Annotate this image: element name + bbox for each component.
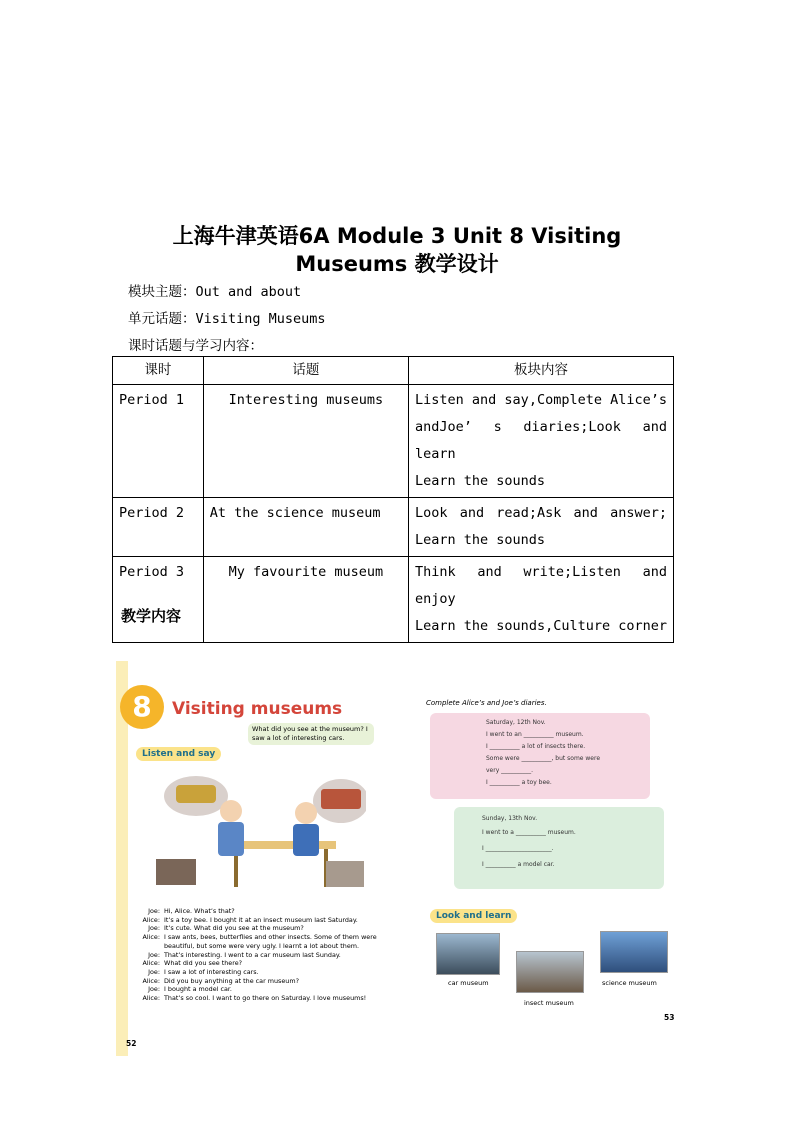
diary-line: I __________ a model car.: [482, 861, 555, 868]
utterance: It’s cute. What did you see at the museum?: [164, 924, 304, 933]
left-page: [116, 661, 402, 1056]
dialog-line: [130, 924, 398, 933]
diary-line: very __________.: [486, 767, 534, 774]
diary-instruction: Complete Alice’s and Joe’s diaries.: [426, 699, 547, 707]
utterance: Hi, Alice. What’s that?: [164, 907, 235, 915]
diary-line: Saturday, 12th Nov.: [486, 719, 546, 726]
diary-line: I ______________________.: [482, 845, 554, 852]
content-line: Learn the sounds: [415, 473, 546, 489]
diary-line: I went to a __________ museum.: [482, 829, 576, 836]
header-content: 板块内容: [409, 357, 674, 385]
dialog-line: [130, 907, 398, 916]
unit-number: 8: [120, 685, 164, 729]
joe-diary: [454, 807, 664, 889]
speaker: Joe:: [148, 907, 160, 915]
page-number-left: 52: [126, 1039, 137, 1048]
content-line: Listen and say,Complete Alice’s: [415, 392, 667, 408]
utterance: It’s a toy bee. I bought it at an insect museum last Saturday.: [164, 915, 358, 924]
document-title-line1: 上海牛津英语6A Module 3 Unit 8 Visiting: [172, 224, 622, 248]
header-period: 课时: [113, 357, 204, 385]
document-title-line2: Museums 教学设计: [295, 252, 499, 276]
period-cell: Period 1: [119, 392, 185, 408]
speaker: Joe:: [148, 967, 160, 976]
content-line: Look and read;Ask and answer;: [415, 505, 667, 521]
section-heading: 教学内容: [121, 607, 182, 625]
speaker: Alice:: [142, 994, 160, 1003]
utterance: I saw ants, bees, butterflies and other insects. Some of them were beautiful, but some were very ugly. I learnt a lot about them.: [164, 933, 377, 950]
utterance: That’s interesting. I went to a car museum last Sunday.: [164, 950, 341, 959]
table-header-row: [113, 357, 674, 385]
topic-cell: Interesting museums: [228, 392, 384, 408]
topic-cell: My favourite museum: [228, 564, 384, 580]
utterance: What did you see there?: [164, 959, 243, 968]
right-page: [402, 661, 682, 1056]
content-line: Think and write;Listen and enjoy: [415, 564, 667, 607]
dialog-line: [130, 933, 398, 950]
dialog-line: [130, 968, 398, 977]
module-theme: 模块主题：Out and about: [128, 284, 302, 300]
science-museum-photo: [600, 931, 668, 973]
classroom-illustration: [156, 771, 366, 891]
dialog-line: [130, 959, 398, 968]
utterance: Did you buy anything at the car museum?: [164, 976, 299, 985]
unit-title: Visiting museums: [172, 699, 343, 719]
utterance: That’s so cool. I want to go there on Saturday. I love museums!: [164, 994, 367, 1003]
period-cell: Period 2: [119, 505, 185, 521]
dialog-line: [130, 994, 398, 1003]
content-line: andJoe’ s diaries;Look and learn: [415, 419, 667, 462]
dialog-line: [130, 977, 398, 986]
speaker: Joe:: [148, 950, 160, 959]
table-row: [113, 498, 674, 557]
table-row: [113, 385, 674, 498]
topic-cell: At the science museum: [209, 505, 381, 521]
diary-line: I went to an __________ museum.: [486, 731, 584, 738]
dialog-line: [130, 985, 398, 994]
dialog-line: [130, 916, 398, 925]
page-number-right: 53: [664, 1013, 675, 1022]
speaker: Alice:: [142, 959, 160, 968]
lesson-label: 课时话题与学习内容：: [128, 338, 263, 354]
diary-line: Some were __________, but some were: [486, 755, 601, 762]
caption-car-museum: car museum: [448, 979, 489, 987]
unit-topic: 单元话题：Visiting Museums: [128, 311, 326, 327]
dialog-box: [130, 907, 398, 1003]
listen-and-say-label: Listen and say: [136, 747, 221, 761]
table-row: [113, 557, 674, 643]
speaker: Joe:: [148, 985, 160, 994]
dialog-line: [130, 951, 398, 960]
utterance: I saw a lot of interesting cars.: [164, 967, 259, 976]
diary-line: Sunday, 13th Nov.: [482, 815, 538, 822]
utterance: I bought a model car.: [164, 985, 232, 994]
look-and-learn-label: Look and learn: [430, 909, 517, 923]
period-cell: Period 3: [119, 564, 185, 580]
content-line: Learn the sounds,Culture corner: [415, 618, 667, 634]
diary-line: I __________ a toy bee.: [486, 779, 552, 786]
speech-bubble: What did you see at the museum? I saw a lot of interesting cars.: [248, 723, 374, 745]
lesson-table: [112, 356, 674, 643]
content-line: Learn the sounds: [415, 532, 546, 548]
diary-line: I __________ a lot of insects there.: [486, 743, 586, 750]
header-topic: 话题: [203, 357, 408, 385]
insect-museum-photo: [516, 951, 584, 993]
car-museum-photo: [436, 933, 500, 975]
speaker: Alice:: [142, 933, 160, 942]
caption-science-museum: science museum: [602, 979, 657, 987]
speaker: Alice:: [142, 915, 160, 924]
speaker: Joe:: [148, 924, 160, 933]
speaker: Alice:: [142, 976, 160, 985]
caption-insect-museum: insect museum: [524, 999, 574, 1007]
alice-diary: [430, 713, 650, 799]
textbook-spread: [116, 661, 682, 1056]
